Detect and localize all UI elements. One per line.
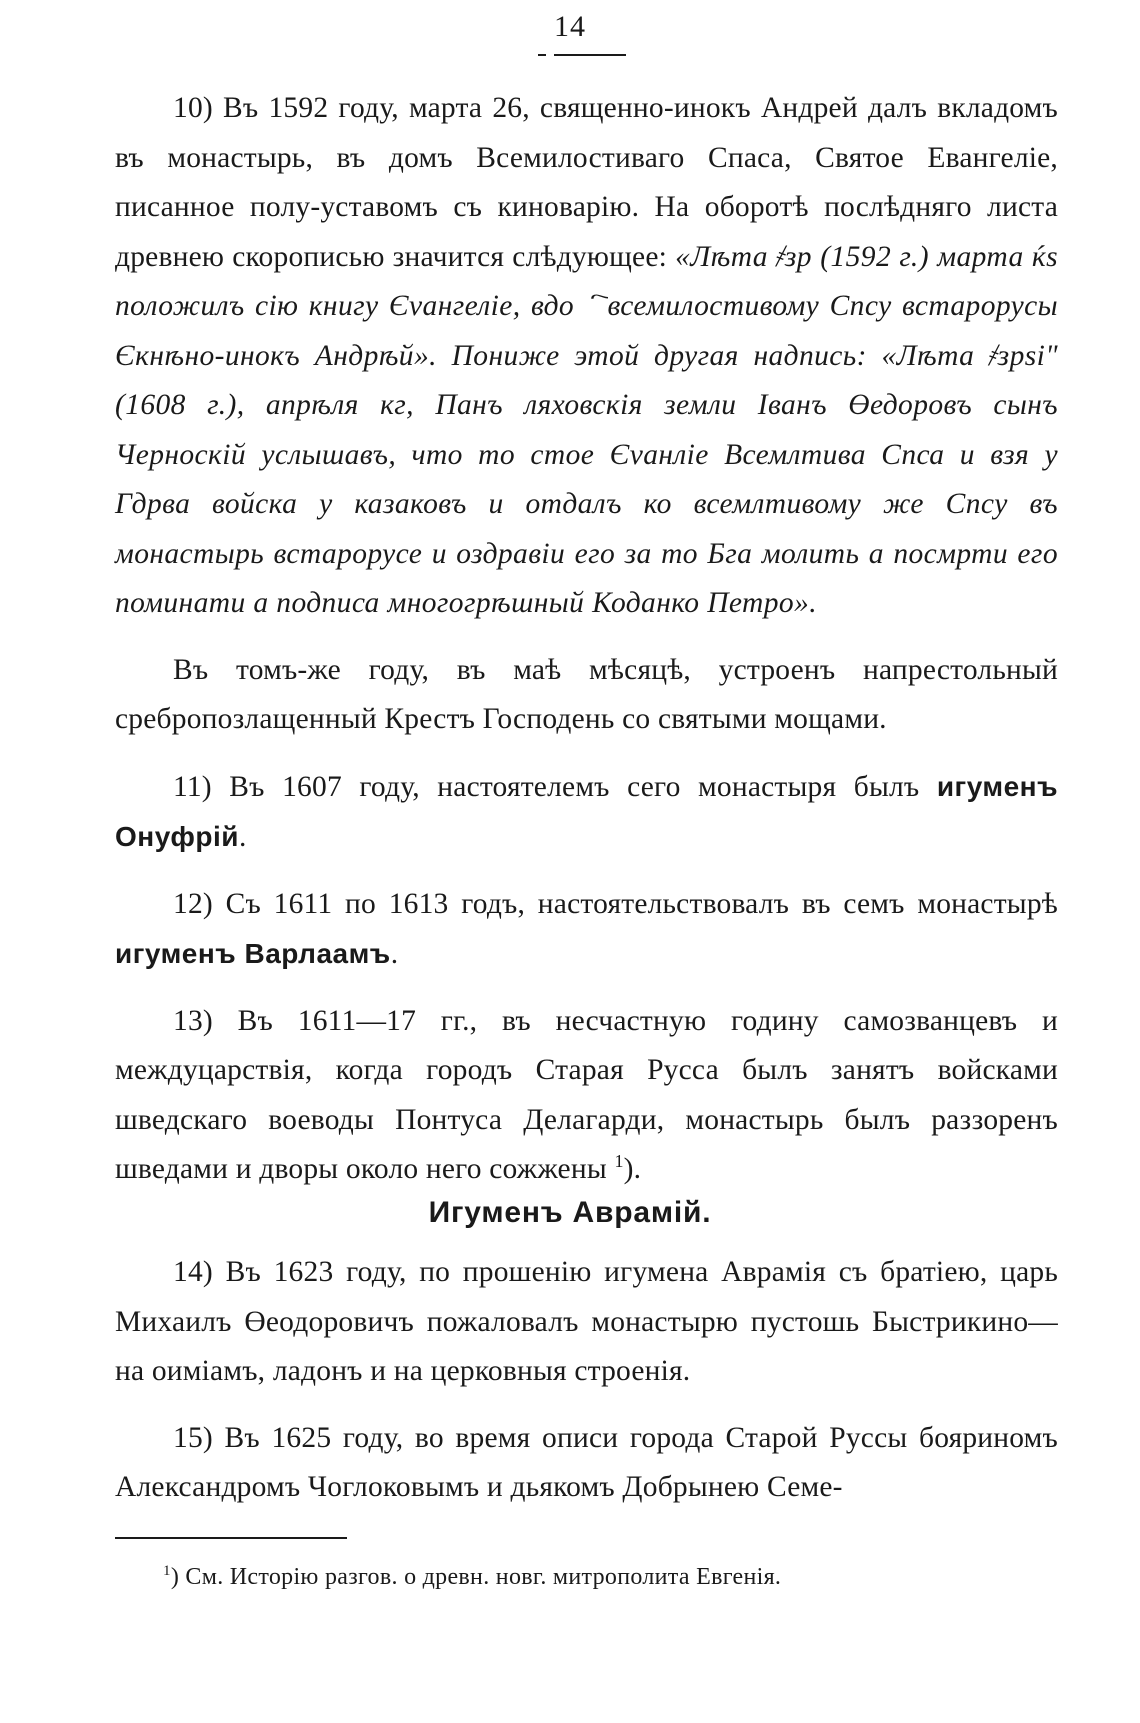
paragraph-text-end: ). xyxy=(623,1153,642,1185)
old-script-quotation: «Лѣта ҂зр (1592 г.) марта ќѕ положилъ сію книгу Єvангеліе, вдоⷨ҇ всемилостивому Спсу встарорусы Єкнѣно-инокъ Андрѣй». Пониже этой другая надпись: «Лѣта ҂зрѕі" (1608 г.), апрѣля кг, Панъ ляховскія земли Іванъ Өедоровъ сынъ Черноскій услышавъ, что то стое Єvанліе Всемлтива Спса и взя у Гдрва войска у казаковъ и отдалъ ко всемлтивому же Спсу въ монастырь встарорусе и оздравіи его за то Бга молить а посмрти его поминати а подписа многогрѣшный Коданко Петро». xyxy=(115,240,1058,619)
footnote-text: ) См. Исторію разгов. о древн. новг. митрополита Евгенія. xyxy=(170,1564,782,1590)
footnote-reference: 1 xyxy=(614,1151,624,1172)
page-number: 14 xyxy=(554,10,586,43)
paragraph-10 xyxy=(115,84,1058,629)
footnote xyxy=(163,1562,1043,1592)
paragraph-12 xyxy=(115,880,1058,980)
paragraph-text-end: . xyxy=(239,821,247,853)
section-heading: Игуменъ Аврамій. xyxy=(428,1196,712,1229)
paragraph-14: 14) Въ 1623 году, по прошенію игумена Аврамія съ братіею, царь Михаилъ Өеодоровичъ пожаловалъ монастырю пустошь Быстрикино—на оиміамъ, ладонъ и на церковныя строенія. xyxy=(115,1256,1058,1387)
footnote-separator xyxy=(115,1537,347,1539)
footnote-marker: 1 xyxy=(163,1563,171,1579)
paragraph-text-end: . xyxy=(390,938,399,970)
page-number-underline xyxy=(554,54,626,56)
paragraph-text: 13) Въ 1611—17 гг., въ несчастную годину самозванцевъ и междуцарствія, когда городъ Старая Русса былъ занятъ войсками шведскаго воеводы Понтуса Делагарди, монастырь былъ раззоренъ шведами и дворы около него сожжены xyxy=(115,1004,1058,1185)
paragraph-text: 12) Съ 1611 по 1613 годъ, настоятельствовалъ въ семъ монастырѣ xyxy=(173,887,1058,920)
paragraph-11 xyxy=(115,762,1058,863)
paragraph-text: Въ томъ-же году, въ маѣ мѣсяцѣ, устроенъ напрестольный сребропозлащенный Крестъ Господень со святыми мощами. xyxy=(115,653,1058,735)
paragraph-text: 11) Въ 1607 году, настоятелемъ сего монастыря былъ xyxy=(173,770,937,803)
paragraph-10b xyxy=(115,646,1058,745)
paragraph-15: 15) Въ 1625 году, во время описи города Старой Руссы бояриномъ Александромъ Чоглоковымъ и дьякомъ Добрынею Семе- xyxy=(115,1421,1058,1503)
abbot-name: игуменъ Онуфрій xyxy=(115,770,1058,852)
paragraph-13 xyxy=(115,997,1058,1195)
main-text-block xyxy=(115,84,1058,1195)
page-number-underline-left xyxy=(538,54,546,56)
abbot-name: игуменъ Варлаамъ xyxy=(115,938,391,969)
second-text-block xyxy=(115,1248,1058,1513)
paragraph-text: 10) Въ 1592 году, марта 26, священно-инокъ Андрей далъ вкладомъ въ монастырь, въ домъ Всемилостиваго Спаса, Святое Евангеліе, писанное полу-уставомъ съ киноварію. На оборотѣ послѣдняго листа древнею скорописью значится слѣдующее: xyxy=(115,92,1058,273)
